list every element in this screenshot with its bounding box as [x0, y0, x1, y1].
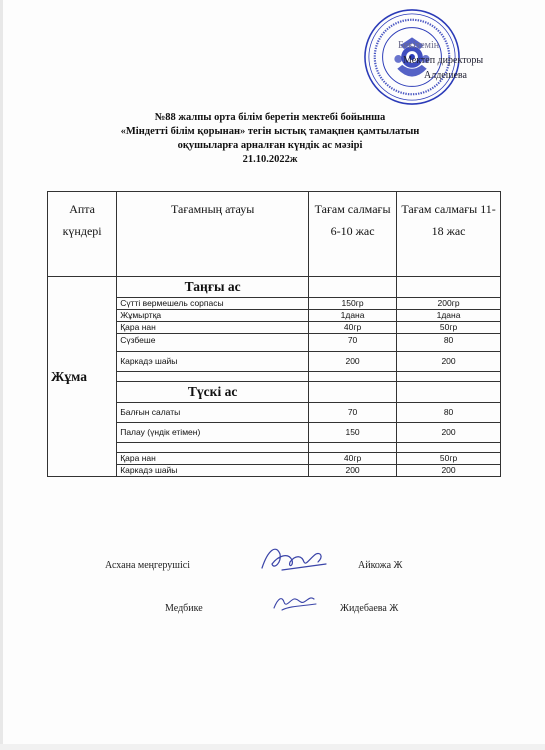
weight-11-18: 1дана	[397, 310, 501, 322]
weight-11-18: 200гр	[397, 298, 501, 310]
approval-line-1: Бекітемін	[398, 40, 440, 51]
weight-6-10: 150гр	[309, 298, 397, 310]
table-header-row	[48, 192, 501, 277]
heading-line-2: «Міндетті білім қорынан» тегін ыстық тамақпен қамтылатын	[120, 126, 420, 137]
lunch-title: Түскі ас	[117, 382, 309, 403]
weight-6-10: 200	[309, 352, 397, 372]
weight-11-18: 200	[397, 352, 501, 372]
weight-6-10: 40гр	[309, 453, 397, 465]
dish-name: Балғын салаты	[117, 403, 309, 423]
cook-name: Айкожа Ж	[358, 560, 403, 571]
dish-name: Сүтті вермешель сорпасы	[117, 298, 309, 310]
cook-title: Асхана меңгерушісі	[105, 560, 190, 571]
dish-name: Сүзбеше	[117, 334, 309, 352]
weight-6-10: 150	[309, 423, 397, 443]
header-day: Апта күндері	[48, 192, 117, 277]
weight-6-10: 70	[309, 403, 397, 423]
header-name: Тағамның атауы	[117, 192, 309, 277]
dish-name: Қара нан	[117, 322, 309, 334]
scan-edge	[0, 0, 3, 750]
approval-line-3: Алдешева	[424, 70, 467, 81]
dish-name: Каркадэ шайы	[117, 352, 309, 372]
approval-block	[398, 38, 483, 83]
day-cell: Жұма	[48, 277, 117, 477]
breakfast-title: Таңғы ас	[117, 277, 309, 298]
weight-6-10: 70	[309, 334, 397, 352]
scan-edge-bottom	[0, 744, 545, 750]
heading-line-3: оқушыларға арналған күндік ас мәзірі	[177, 140, 363, 151]
menu-table	[47, 191, 501, 477]
weight-11-18: 50гр	[397, 322, 501, 334]
nurse-name: Жидебаева Ж	[340, 603, 399, 614]
document-heading	[80, 111, 460, 167]
weight-11-18: 50гр	[397, 453, 501, 465]
nurse-signature	[270, 590, 320, 614]
weight-11-18: 80	[397, 403, 501, 423]
header-weight-11-18: Тағам салмағы 11-18 жас	[397, 192, 501, 277]
weight-6-10: 200	[309, 465, 397, 477]
weight-11-18: 200	[397, 465, 501, 477]
approval-line-2: Мектеп директоры	[403, 55, 484, 66]
weight-6-10: 40гр	[309, 322, 397, 334]
weight-11-18: 80	[397, 334, 501, 352]
heading-date: 21.10.2022ж	[242, 154, 298, 165]
cook-signature	[258, 540, 330, 576]
dish-name: Палау (үндік етімен)	[117, 423, 309, 443]
weight-6-10: 1дана	[309, 310, 397, 322]
dish-name: Каркадэ шайы	[117, 465, 309, 477]
header-weight-6-10: Тағам салмағы 6-10 жас	[309, 192, 397, 277]
breakfast-row	[48, 277, 501, 298]
nurse-title: Медбике	[165, 603, 203, 614]
dish-name: Жұмыртқа	[117, 310, 309, 322]
dish-name: Қара нан	[117, 453, 309, 465]
weight-11-18: 200	[397, 423, 501, 443]
heading-line-1: №88 жалпы орта білім беретін мектебі бойынша	[154, 112, 386, 123]
